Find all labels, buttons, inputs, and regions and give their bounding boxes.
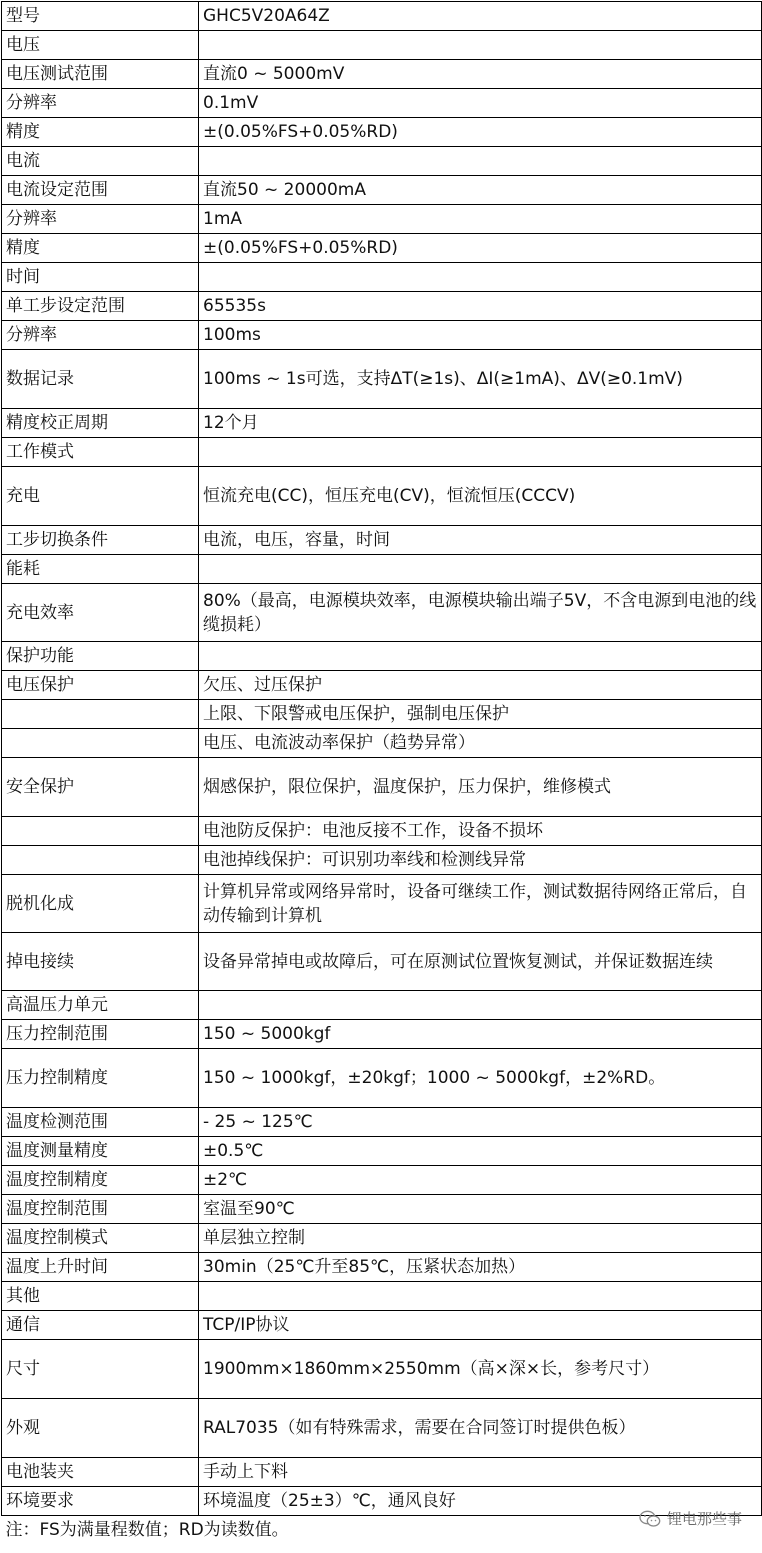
row-value: 80%（最高，电源模块效率，电源模块输出端子5V，不含电源到电池的线缆损耗）: [199, 584, 762, 642]
row-label: [2, 729, 199, 758]
row-label: 尺寸: [2, 1340, 199, 1399]
row-value: [199, 147, 762, 176]
row-value: 1900mm×1860mm×2550mm（高×深×长，参考尺寸）: [199, 1340, 762, 1399]
row-value: 手动上下料: [199, 1458, 762, 1487]
row-value: 烟感保护，限位保护，温度保护，压力保护，维修模式: [199, 758, 762, 817]
row-value: - 25 ~ 125℃: [199, 1108, 762, 1137]
row-label: 温度控制精度: [2, 1166, 199, 1195]
row-value: [199, 1282, 762, 1311]
row-value: 设备异常掉电或故障后，可在原测试位置恢复测试，并保证数据连续: [199, 933, 762, 991]
row-label: 温度上升时间: [2, 1253, 199, 1282]
table-row: [2, 1399, 762, 1458]
row-label: [2, 700, 199, 729]
row-label: 温度控制范围: [2, 1195, 199, 1224]
table-row: [2, 147, 762, 176]
table-row: [2, 292, 762, 321]
row-label: 温度检测范围: [2, 1108, 199, 1137]
table-row: [2, 31, 762, 60]
row-label: [2, 817, 199, 846]
table-row: [2, 1020, 762, 1049]
row-label: 能耗: [2, 555, 199, 584]
table-row: [2, 409, 762, 438]
table-row: [2, 729, 762, 758]
row-value: [199, 555, 762, 584]
table-row: [2, 176, 762, 205]
row-label: 电压保护: [2, 671, 199, 700]
table-row: [2, 758, 762, 817]
row-label: 工作模式: [2, 438, 199, 467]
row-value: ±(0.05%FS+0.05%RD): [199, 118, 762, 147]
row-value: 欠压、过压保护: [199, 671, 762, 700]
row-label: 分辨率: [2, 89, 199, 118]
row-value: GHC5V20A64Z: [199, 2, 762, 31]
table-row: [2, 526, 762, 555]
table-row: [2, 1049, 762, 1108]
row-label: 电流设定范围: [2, 176, 199, 205]
row-value: [199, 263, 762, 292]
footnote: 注：FS为满量程数值；RD为读数值。: [2, 1516, 762, 1545]
row-label: 其他: [2, 1282, 199, 1311]
table-row: [2, 1458, 762, 1487]
row-label: 分辨率: [2, 321, 199, 350]
table-row: [2, 584, 762, 642]
row-label: 电压测试范围: [2, 60, 199, 89]
table-row: [2, 1282, 762, 1311]
row-label: 掉电接续: [2, 933, 199, 991]
row-label: 压力控制范围: [2, 1020, 199, 1049]
row-value: ±2℃: [199, 1166, 762, 1195]
table-row: [2, 555, 762, 584]
table-row: [2, 1340, 762, 1399]
row-label: 单工步设定范围: [2, 292, 199, 321]
table-row: [2, 89, 762, 118]
table-row: [2, 1195, 762, 1224]
row-value: 环境温度（25±3）℃，通风良好: [199, 1487, 762, 1516]
row-value: 电压、电流波动率保护（趋势异常）: [199, 729, 762, 758]
row-value: 0.1mV: [199, 89, 762, 118]
row-label: 电压: [2, 31, 199, 60]
table-row: [2, 1253, 762, 1282]
row-value: 室温至90℃: [199, 1195, 762, 1224]
watermark-text: 锂电那些事: [666, 1510, 742, 1528]
watermark: [639, 1508, 742, 1529]
table-row: [2, 1166, 762, 1195]
table-row: [2, 817, 762, 846]
row-value: 电池掉线保护：可识别功率线和检测线异常: [199, 846, 762, 875]
table-row: [2, 1224, 762, 1253]
row-label: 型号: [2, 2, 199, 31]
row-label: 环境要求: [2, 1487, 199, 1516]
table-row: [2, 205, 762, 234]
table-row: [2, 671, 762, 700]
row-value: 直流0 ~ 5000mV: [199, 60, 762, 89]
table-row: [2, 234, 762, 263]
row-label: 充电: [2, 467, 199, 526]
row-value: 恒流充电(CC)，恒压充电(CV)，恒流恒压(CCCV): [199, 467, 762, 526]
row-label: 温度测量精度: [2, 1137, 199, 1166]
table-row: [2, 1137, 762, 1166]
row-value: TCP/IP协议: [199, 1311, 762, 1340]
row-label: 脱机化成: [2, 875, 199, 933]
row-label: 充电效率: [2, 584, 199, 642]
row-label: 压力控制精度: [2, 1049, 199, 1108]
row-label: 安全保护: [2, 758, 199, 817]
row-label: 精度: [2, 118, 199, 147]
table-row: [2, 642, 762, 671]
row-value: RAL7035（如有特殊需求，需要在合同签订时提供色板）: [199, 1399, 762, 1458]
row-label: 外观: [2, 1399, 199, 1458]
row-label: 高温压力单元: [2, 991, 199, 1020]
table-row: [2, 700, 762, 729]
table-row: [2, 350, 762, 409]
table-row: [2, 1311, 762, 1340]
row-label: 精度: [2, 234, 199, 263]
row-label: 时间: [2, 263, 199, 292]
table-row: [2, 933, 762, 991]
row-value: 65535s: [199, 292, 762, 321]
row-value: 100ms: [199, 321, 762, 350]
row-label: 通信: [2, 1311, 199, 1340]
row-value: 电流，电压，容量，时间: [199, 526, 762, 555]
row-value: 单层独立控制: [199, 1224, 762, 1253]
table-row: [2, 321, 762, 350]
table-row: [2, 467, 762, 526]
row-value: [199, 31, 762, 60]
row-label: 数据记录: [2, 350, 199, 409]
row-value: 100ms ~ 1s可选，支持ΔT(≥1s)、ΔI(≥1mA)、ΔV(≥0.1mV): [199, 350, 762, 409]
row-value: ±(0.05%FS+0.05%RD): [199, 234, 762, 263]
row-value: 150 ~ 1000kgf，±20kgf；1000 ~ 5000kgf，±2%RD。: [199, 1049, 762, 1108]
row-value: 上限、下限警戒电压保护，强制电压保护: [199, 700, 762, 729]
row-value: [199, 642, 762, 671]
table-row: [2, 438, 762, 467]
row-label: 电流: [2, 147, 199, 176]
table-row: [2, 991, 762, 1020]
row-label: 温度控制模式: [2, 1224, 199, 1253]
row-value: 1mA: [199, 205, 762, 234]
table-row: [2, 1108, 762, 1137]
table-row: [2, 846, 762, 875]
row-value: 电池防反保护：电池反接不工作，设备不损坏: [199, 817, 762, 846]
table-row: [2, 263, 762, 292]
row-value: 12个月: [199, 409, 762, 438]
row-label: [2, 846, 199, 875]
table-row: [2, 2, 762, 31]
spec-table: [1, 1, 762, 1545]
row-value: 直流50 ~ 20000mA: [199, 176, 762, 205]
row-label: 保护功能: [2, 642, 199, 671]
row-label: 电池装夹: [2, 1458, 199, 1487]
row-value: [199, 991, 762, 1020]
row-value: ±0.5℃: [199, 1137, 762, 1166]
row-label: 精度校正周期: [2, 409, 199, 438]
row-label: 分辨率: [2, 205, 199, 234]
wechat-icon: [639, 1510, 661, 1528]
row-value: 150 ~ 5000kgf: [199, 1020, 762, 1049]
row-value: 30min（25℃升至85℃，压紧状态加热）: [199, 1253, 762, 1282]
row-value: [199, 438, 762, 467]
row-value: 计算机异常或网络异常时，设备可继续工作，测试数据待网络正常后，自动传输到计算机: [199, 875, 762, 933]
table-row: [2, 60, 762, 89]
row-label: 工步切换条件: [2, 526, 199, 555]
table-row: [2, 875, 762, 933]
spec-table-body: [2, 2, 762, 1545]
table-row: [2, 118, 762, 147]
